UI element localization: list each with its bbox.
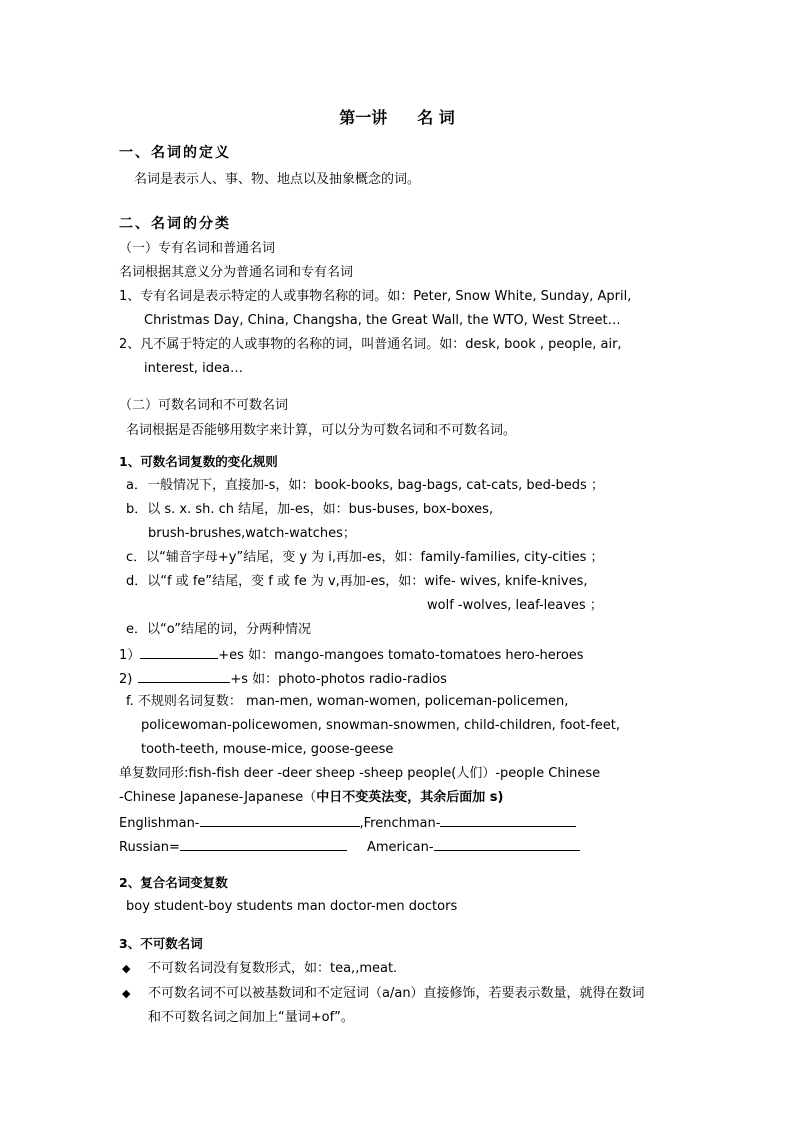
rule-e: e．以“o”结尾的词，分两种情况	[126, 622, 311, 637]
compound-example: boy student-boy students man doctor-men doctors	[126, 899, 458, 914]
proper-noun-line-1: 1、专有名词是表示特定的人或事物名称的词。如：Peter, Snow White, Sunday, April,	[119, 289, 632, 304]
englishman-blank[interactable]	[200, 813, 360, 827]
uncountable-bullet-2: ◆ 不可数名词不可以被基数词和不定冠词（a/an）直接修饰，若要表示数量，就得在数词	[122, 986, 645, 1001]
countable-intro: 名词根据是否能够用数字来计算，可以分为可数名词和不可数名词。	[126, 423, 517, 438]
nationality-line-2: Russian= American-	[119, 837, 580, 857]
section-heading-definition: 一、名词的定义	[119, 145, 231, 161]
uncountable-heading: 3、不可数名词	[119, 936, 203, 951]
rule-f-line-1: f. 不规则名词复数： man-men, woman-women, policeman-policemen,	[126, 694, 569, 709]
subheading-countable: （二）可数名词和不可数名词	[119, 398, 289, 413]
compound-heading: 2、复合名词变复数	[119, 875, 228, 890]
same-form-line-2: -Chinese Japanese-Japanese（中日不变英法变，其余后面加 s)	[119, 790, 504, 805]
fill-blank[interactable]	[138, 669, 230, 683]
same-form-line-1: 单复数同形:fish-fish deer -deer sheep -sheep people(人们）-people Chinese	[119, 766, 601, 781]
rule-c: c．以“辅音字母+y”结尾，变 y 为 i,再加-es，如：family-families, city-cities ；	[126, 550, 604, 565]
diamond-bullet-icon: ◆	[122, 962, 131, 975]
rule-b-line-2: brush-brushes,watch-watches；	[148, 526, 356, 541]
rule-e-case-2: 2) +s 如：photo-photos radio-radios	[119, 669, 447, 689]
page-title: 第一讲 名 词	[339, 108, 455, 127]
frenchman-blank[interactable]	[440, 813, 576, 827]
nationality-line-1: Englishman- ,Frenchman-	[119, 813, 576, 833]
russian-blank[interactable]	[180, 837, 347, 851]
proper-noun-line-2: Christmas Day, China, Changsha, the Great Wall, the WTO, West Street…	[144, 313, 621, 328]
definition-text: 名词是表示人、事、物、地点以及抽象概念的词。	[134, 172, 421, 187]
diamond-bullet-icon: ◆	[122, 987, 131, 1000]
common-noun-line-1: 2、凡不属于特定的人或事物的名称的词，叫普通名词。如：desk, book , people, air,	[119, 337, 622, 352]
american-blank[interactable]	[434, 837, 580, 851]
fill-blank[interactable]	[140, 645, 218, 659]
plural-rules-heading: 1、可数名词复数的变化规则	[119, 454, 278, 469]
proper-common-intro: 名词根据其意义分为普通名词和专有名词	[119, 265, 354, 280]
rule-a: a．一般情况下，直接加-s，如：book-books, bag-bags, cat-cats, bed-beds ；	[126, 478, 604, 493]
common-noun-line-2: interest, idea…	[144, 361, 243, 376]
rule-e-case-1: 1） +es 如：mango-mangoes tomato-tomatoes hero-heroes	[119, 645, 584, 665]
rule-f-line-2: policewoman-policewomen, snowman-snowmen, child-children, foot-feet,	[141, 718, 621, 733]
rule-b-line-1: b．以 s. x. sh. ch 结尾，加-es，如：bus-buses, box-boxes,	[126, 502, 494, 517]
subheading-proper-common: （一）专有名词和普通名词	[119, 241, 276, 256]
rule-f-line-3: tooth-teeth, mouse-mice, goose-geese	[141, 742, 394, 757]
uncountable-bullet-1: ◆ 不可数名词没有复数形式，如：tea,,meat.	[122, 961, 398, 976]
uncountable-bullet-2-cont: 和不可数名词之间加上“量词+of”。	[148, 1010, 354, 1025]
section-heading-classification: 二、名词的分类	[119, 216, 231, 232]
rule-d-line-2: wolf -wolves, leaf-leaves ；	[427, 598, 603, 613]
rule-d-line-1: d．以“f 或 fe”结尾，变 f 或 fe 为 v,再加-es，如：wife- wives, knife-knives,	[126, 574, 588, 589]
